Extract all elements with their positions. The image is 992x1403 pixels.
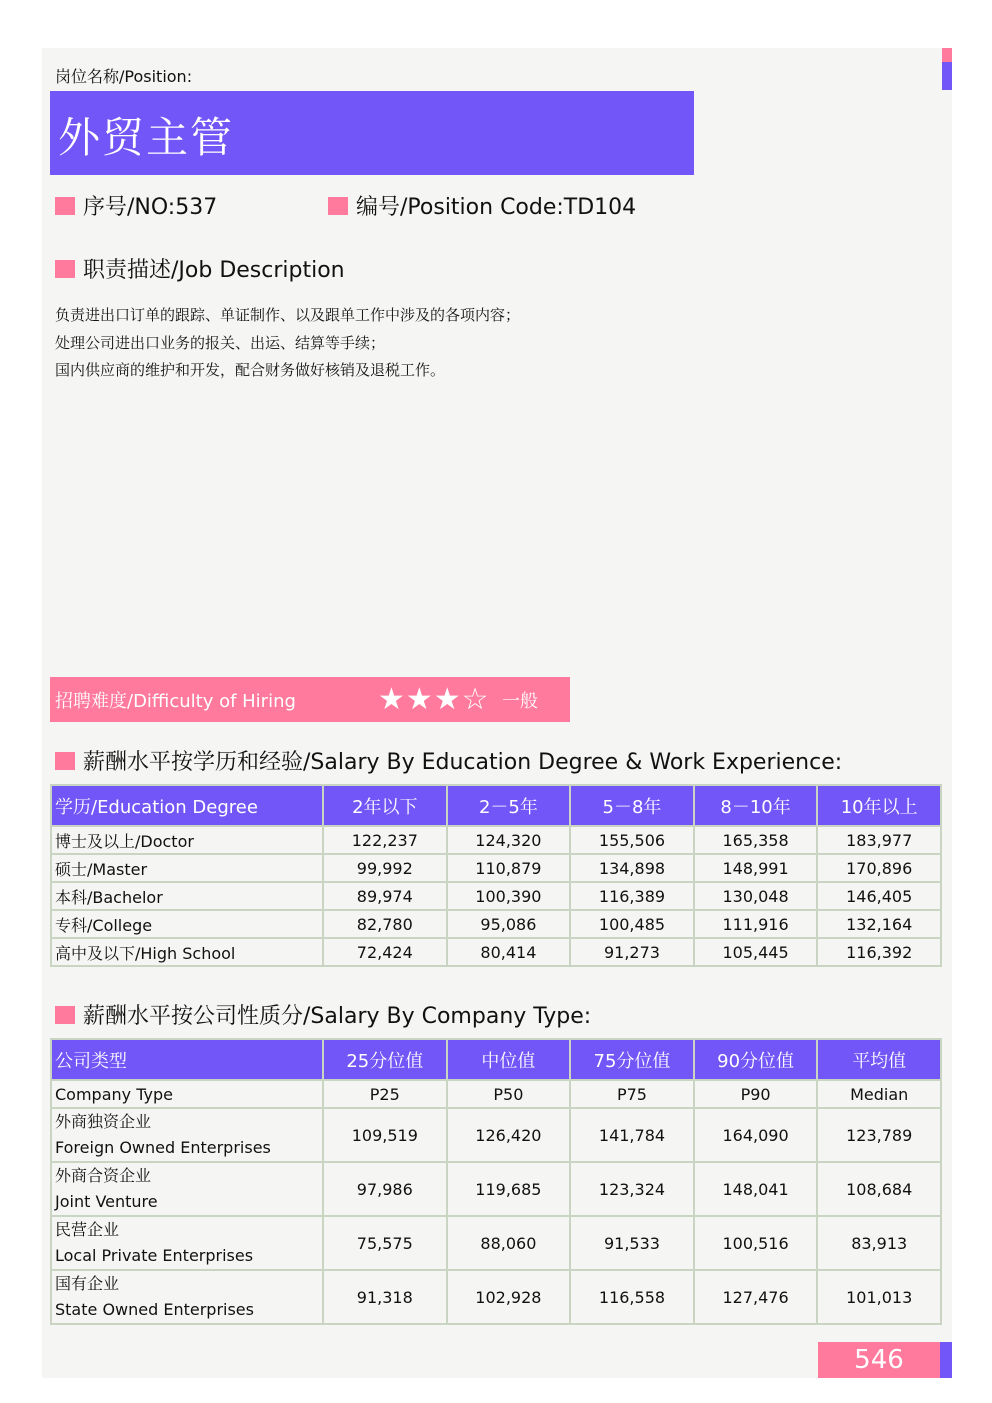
company-type-cell — [51, 1108, 323, 1162]
table-cell: 116,392 — [817, 938, 941, 966]
table-cell: Median — [817, 1080, 941, 1108]
table-cell: 102,928 — [447, 1270, 571, 1324]
edu-salary-table — [50, 784, 942, 967]
table-row — [51, 938, 941, 966]
bullet-square-icon — [55, 1006, 75, 1024]
table-cell: P75 — [570, 1080, 694, 1108]
table-cell: 91,318 — [323, 1270, 447, 1324]
table-cell: 博士及以上/Doctor — [51, 826, 323, 854]
table-cell: 101,013 — [817, 1270, 941, 1324]
table-cell: 148,041 — [694, 1162, 818, 1216]
page-number-tab — [940, 1342, 952, 1378]
bullet-square-icon — [55, 197, 75, 215]
hiring-difficulty-label: 招聘难度/Difficulty of Hiring — [55, 691, 296, 712]
table-cell: 165,358 — [694, 826, 818, 854]
hiring-difficulty-bar — [50, 677, 570, 722]
table-cell: 80,414 — [447, 938, 571, 966]
company-type-cn: 国有企业 — [55, 1274, 120, 1293]
table-row — [51, 854, 941, 882]
table-cell: 124,320 — [447, 826, 571, 854]
table-cell: 82,780 — [323, 910, 447, 938]
table-cell: 111,916 — [694, 910, 818, 938]
table-cell: 100,516 — [694, 1216, 818, 1270]
company-type-cell — [51, 1162, 323, 1216]
table-cell: 105,445 — [694, 938, 818, 966]
table-row — [51, 910, 941, 938]
position-code-text: 编号/Position Code:TD104 — [356, 195, 637, 220]
page-title: 外贸主管 — [58, 113, 235, 162]
company-type-en: Joint Venture — [55, 1192, 158, 1211]
table-cell: 72,424 — [323, 938, 447, 966]
job-description-body — [55, 302, 520, 385]
hiring-difficulty-level: 一般 — [502, 691, 538, 712]
table-cell: 75,575 — [323, 1216, 447, 1270]
table-cell: 130,048 — [694, 882, 818, 910]
company-type-cell — [51, 1270, 323, 1324]
table-row — [51, 1108, 941, 1162]
table-cell: 99,992 — [323, 854, 447, 882]
bullet-square-icon — [328, 197, 348, 215]
table-cell: 123,324 — [570, 1162, 694, 1216]
company-type-en: Foreign Owned Enterprises — [55, 1138, 271, 1157]
job-description-heading-text: 职责描述/Job Description — [83, 258, 345, 283]
description-line: 处理公司进出口业务的报关、出运、结算等手续； — [55, 333, 386, 352]
table-cell: P90 — [694, 1080, 818, 1108]
job-description-heading — [55, 253, 345, 284]
table-cell: 127,476 — [694, 1270, 818, 1324]
column-header: 75分位值 — [570, 1039, 694, 1080]
bullet-square-icon — [55, 752, 75, 770]
table-cell: 95,086 — [447, 910, 571, 938]
company-salary-table — [50, 1038, 942, 1325]
serial-number — [55, 190, 217, 221]
company-type-cell — [51, 1216, 323, 1270]
table-cell: 91,533 — [570, 1216, 694, 1270]
table-row — [51, 882, 941, 910]
table-cell: 91,273 — [570, 938, 694, 966]
table-cell: 170,896 — [817, 854, 941, 882]
company-type-cn: 外商独资企业 — [55, 1112, 152, 1131]
bullet-square-icon — [55, 260, 75, 278]
page-number: 546 — [818, 1342, 940, 1378]
table-header-row — [51, 1039, 941, 1080]
column-header: 5－8年 — [570, 785, 694, 826]
table-cell: 132,164 — [817, 910, 941, 938]
table-cell: 123,789 — [817, 1108, 941, 1162]
column-header: 学历/Education Degree — [51, 785, 323, 826]
table-cell: 100,485 — [570, 910, 694, 938]
position-code — [328, 190, 636, 221]
company-salary-heading — [55, 999, 591, 1030]
column-header: 10年以上 — [817, 785, 941, 826]
table-cell: 110,879 — [447, 854, 571, 882]
table-cell: 88,060 — [447, 1216, 571, 1270]
table-cell: 141,784 — [570, 1108, 694, 1162]
table-cell: P50 — [447, 1080, 571, 1108]
column-header: 中位值 — [447, 1039, 571, 1080]
table-cell: 122,237 — [323, 826, 447, 854]
table-cell: 126,420 — [447, 1108, 571, 1162]
corner-accent-purple — [942, 62, 952, 90]
table-cell: P25 — [323, 1080, 447, 1108]
table-header-row — [51, 785, 941, 826]
corner-accent-pink — [942, 48, 952, 62]
table-cell: 硕士/Master — [51, 854, 323, 882]
description-line: 国内供应商的维护和开发，配合财务做好核销及退税工作。 — [55, 361, 446, 379]
table-cell: 97,986 — [323, 1162, 447, 1216]
table-cell: 148,991 — [694, 854, 818, 882]
table-cell: 116,558 — [570, 1270, 694, 1324]
column-header: 2－5年 — [447, 785, 571, 826]
table-cell: 134,898 — [570, 854, 694, 882]
table-cell: 183,977 — [817, 826, 941, 854]
table-cell: 155,506 — [570, 826, 694, 854]
table-cell: 高中及以下/High School — [51, 938, 323, 966]
company-type-en: State Owned Enterprises — [55, 1300, 254, 1319]
table-row — [51, 1216, 941, 1270]
title-bar — [50, 91, 694, 175]
table-cell: Company Type — [51, 1080, 323, 1108]
table-cell: 108,684 — [817, 1162, 941, 1216]
table-subheader-row — [51, 1080, 941, 1108]
column-header: 2年以下 — [323, 785, 447, 826]
table-cell: 本科/Bachelor — [51, 882, 323, 910]
serial-number-text: 序号/NO:537 — [83, 195, 218, 220]
column-header: 8－10年 — [694, 785, 818, 826]
company-type-cn: 民营企业 — [55, 1220, 120, 1239]
table-row — [51, 826, 941, 854]
column-header: 公司类型 — [51, 1039, 323, 1080]
table-cell: 100,390 — [447, 882, 571, 910]
column-header: 90分位值 — [694, 1039, 818, 1080]
column-header: 平均值 — [817, 1039, 941, 1080]
position-label: 岗位名称/Position: — [55, 67, 193, 86]
table-cell: 89,974 — [323, 882, 447, 910]
table-cell: 119,685 — [447, 1162, 571, 1216]
company-type-en: Local Private Enterprises — [55, 1246, 254, 1265]
company-salary-heading-text: 薪酬水平按公司性质分/Salary By Company Type: — [83, 1004, 592, 1029]
table-cell: 专科/College — [51, 910, 323, 938]
table-cell: 83,913 — [817, 1216, 941, 1270]
table-row — [51, 1162, 941, 1216]
edu-salary-heading-text: 薪酬水平按学历和经验/Salary By Education Degree & Work Experience: — [83, 750, 843, 775]
table-row — [51, 1270, 941, 1324]
description-line: 负责进出口订单的跟踪、单证制作、以及跟单工作中涉及的各项内容； — [55, 306, 521, 324]
column-header: 25分位值 — [323, 1039, 447, 1080]
table-cell: 164,090 — [694, 1108, 818, 1162]
company-type-cn: 外商合资企业 — [55, 1166, 152, 1185]
edu-salary-heading — [55, 745, 842, 776]
table-cell: 109,519 — [323, 1108, 447, 1162]
table-cell: 116,389 — [570, 882, 694, 910]
table-cell: 146,405 — [817, 882, 941, 910]
star-rating-icon: ★★★☆ — [378, 682, 490, 717]
